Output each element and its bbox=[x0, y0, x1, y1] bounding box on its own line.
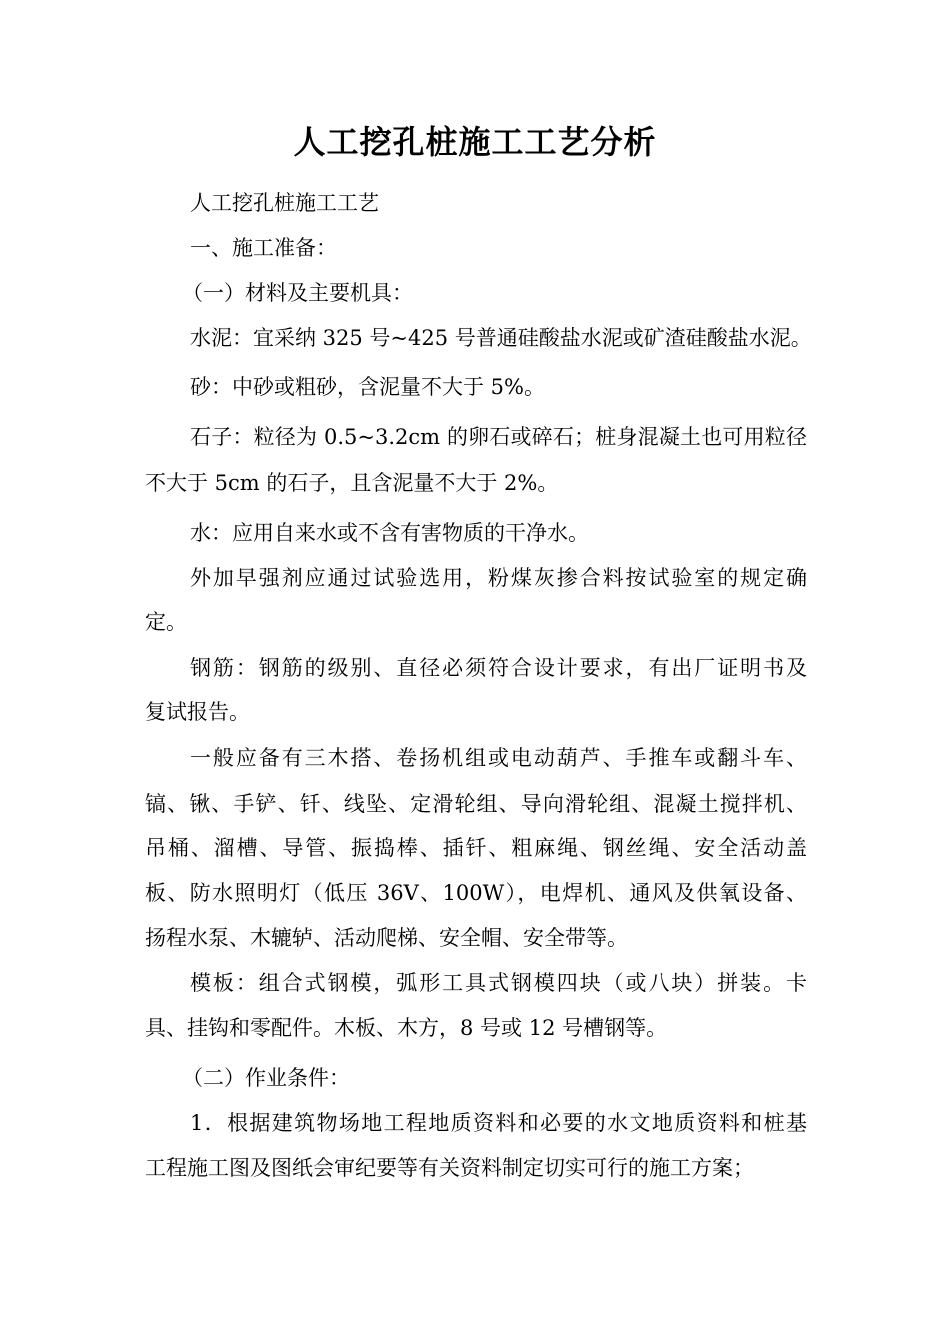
document-title: 人工挖孔桩施工工艺分析 bbox=[293, 123, 657, 161]
paragraph-line: 水泥：宜采纳 325 号~425 号普通硅酸盐水泥或矿渣硅酸盐水泥。 bbox=[190, 326, 812, 350]
paragraph-line: 水：应用自来水或不含有害物质的干净水。 bbox=[190, 521, 589, 545]
paragraph-line: 外加早强剂应通过试验选用，粉煤灰掺合料按试验室的规定确 bbox=[190, 566, 807, 590]
subsection-heading: （二）作业条件： bbox=[182, 1066, 350, 1090]
paragraph-line: 扬程水泵、木辘轳、活动爬梯、安全帽、安全带等。 bbox=[145, 926, 628, 950]
paragraph-line: 定。 bbox=[145, 610, 187, 634]
paragraph-line: 砂：中砂或粗砂，含泥量不大于 5%。 bbox=[190, 375, 545, 399]
paragraph-line: 镐、锹、手铲、钎、线坠、定滑轮组、导向滑轮组、混凝土搅拌机、 bbox=[145, 792, 807, 816]
section-heading: 一、施工准备： bbox=[190, 236, 337, 260]
paragraph-line: 吊桶、溜槽、导管、振捣棒、插钎、粗麻绳、钢丝绳、安全活动盖 bbox=[145, 836, 807, 860]
paragraph-line: 1．根据建筑物场地工程地质资料和必要的水文地质资料和桩基 bbox=[190, 1111, 807, 1135]
paragraph-line: 具、挂钩和零配件。木板、木方，8 号或 12 号槽钢等。 bbox=[145, 1016, 668, 1040]
paragraph-line: 钢筋：钢筋的级别、直径必须符合设计要求，有出厂证明书及 bbox=[190, 656, 807, 680]
paragraph-line: 模板：组合式钢模，弧形工具式钢模四块（或八块）拼装。卡 bbox=[190, 971, 807, 995]
paragraph-line: 板、防水照明灯（低压 36V、100W），电焊机、通风及供氧设备、 bbox=[145, 881, 807, 905]
paragraph-line: 工程施工图及图纸会审纪要等有关资料制定切实可行的施工方案； bbox=[145, 1156, 754, 1180]
paragraph-line: 复试报告。 bbox=[145, 700, 250, 724]
paragraph-line: 一般应备有三木搭、卷扬机组或电动葫芦、手推车或翻斗车、 bbox=[190, 746, 807, 770]
subsection-heading: （一）材料及主要机具： bbox=[182, 281, 413, 305]
section-heading: 人工挖孔桩施工工艺 bbox=[190, 191, 379, 215]
paragraph-line: 不大于 5cm 的石子，且含泥量不大于 2%。 bbox=[145, 471, 559, 495]
paragraph-line: 石子：粒径为 0.5~3.2cm 的卵石或碎石；桩身混凝土也可用粒径 bbox=[190, 425, 807, 449]
